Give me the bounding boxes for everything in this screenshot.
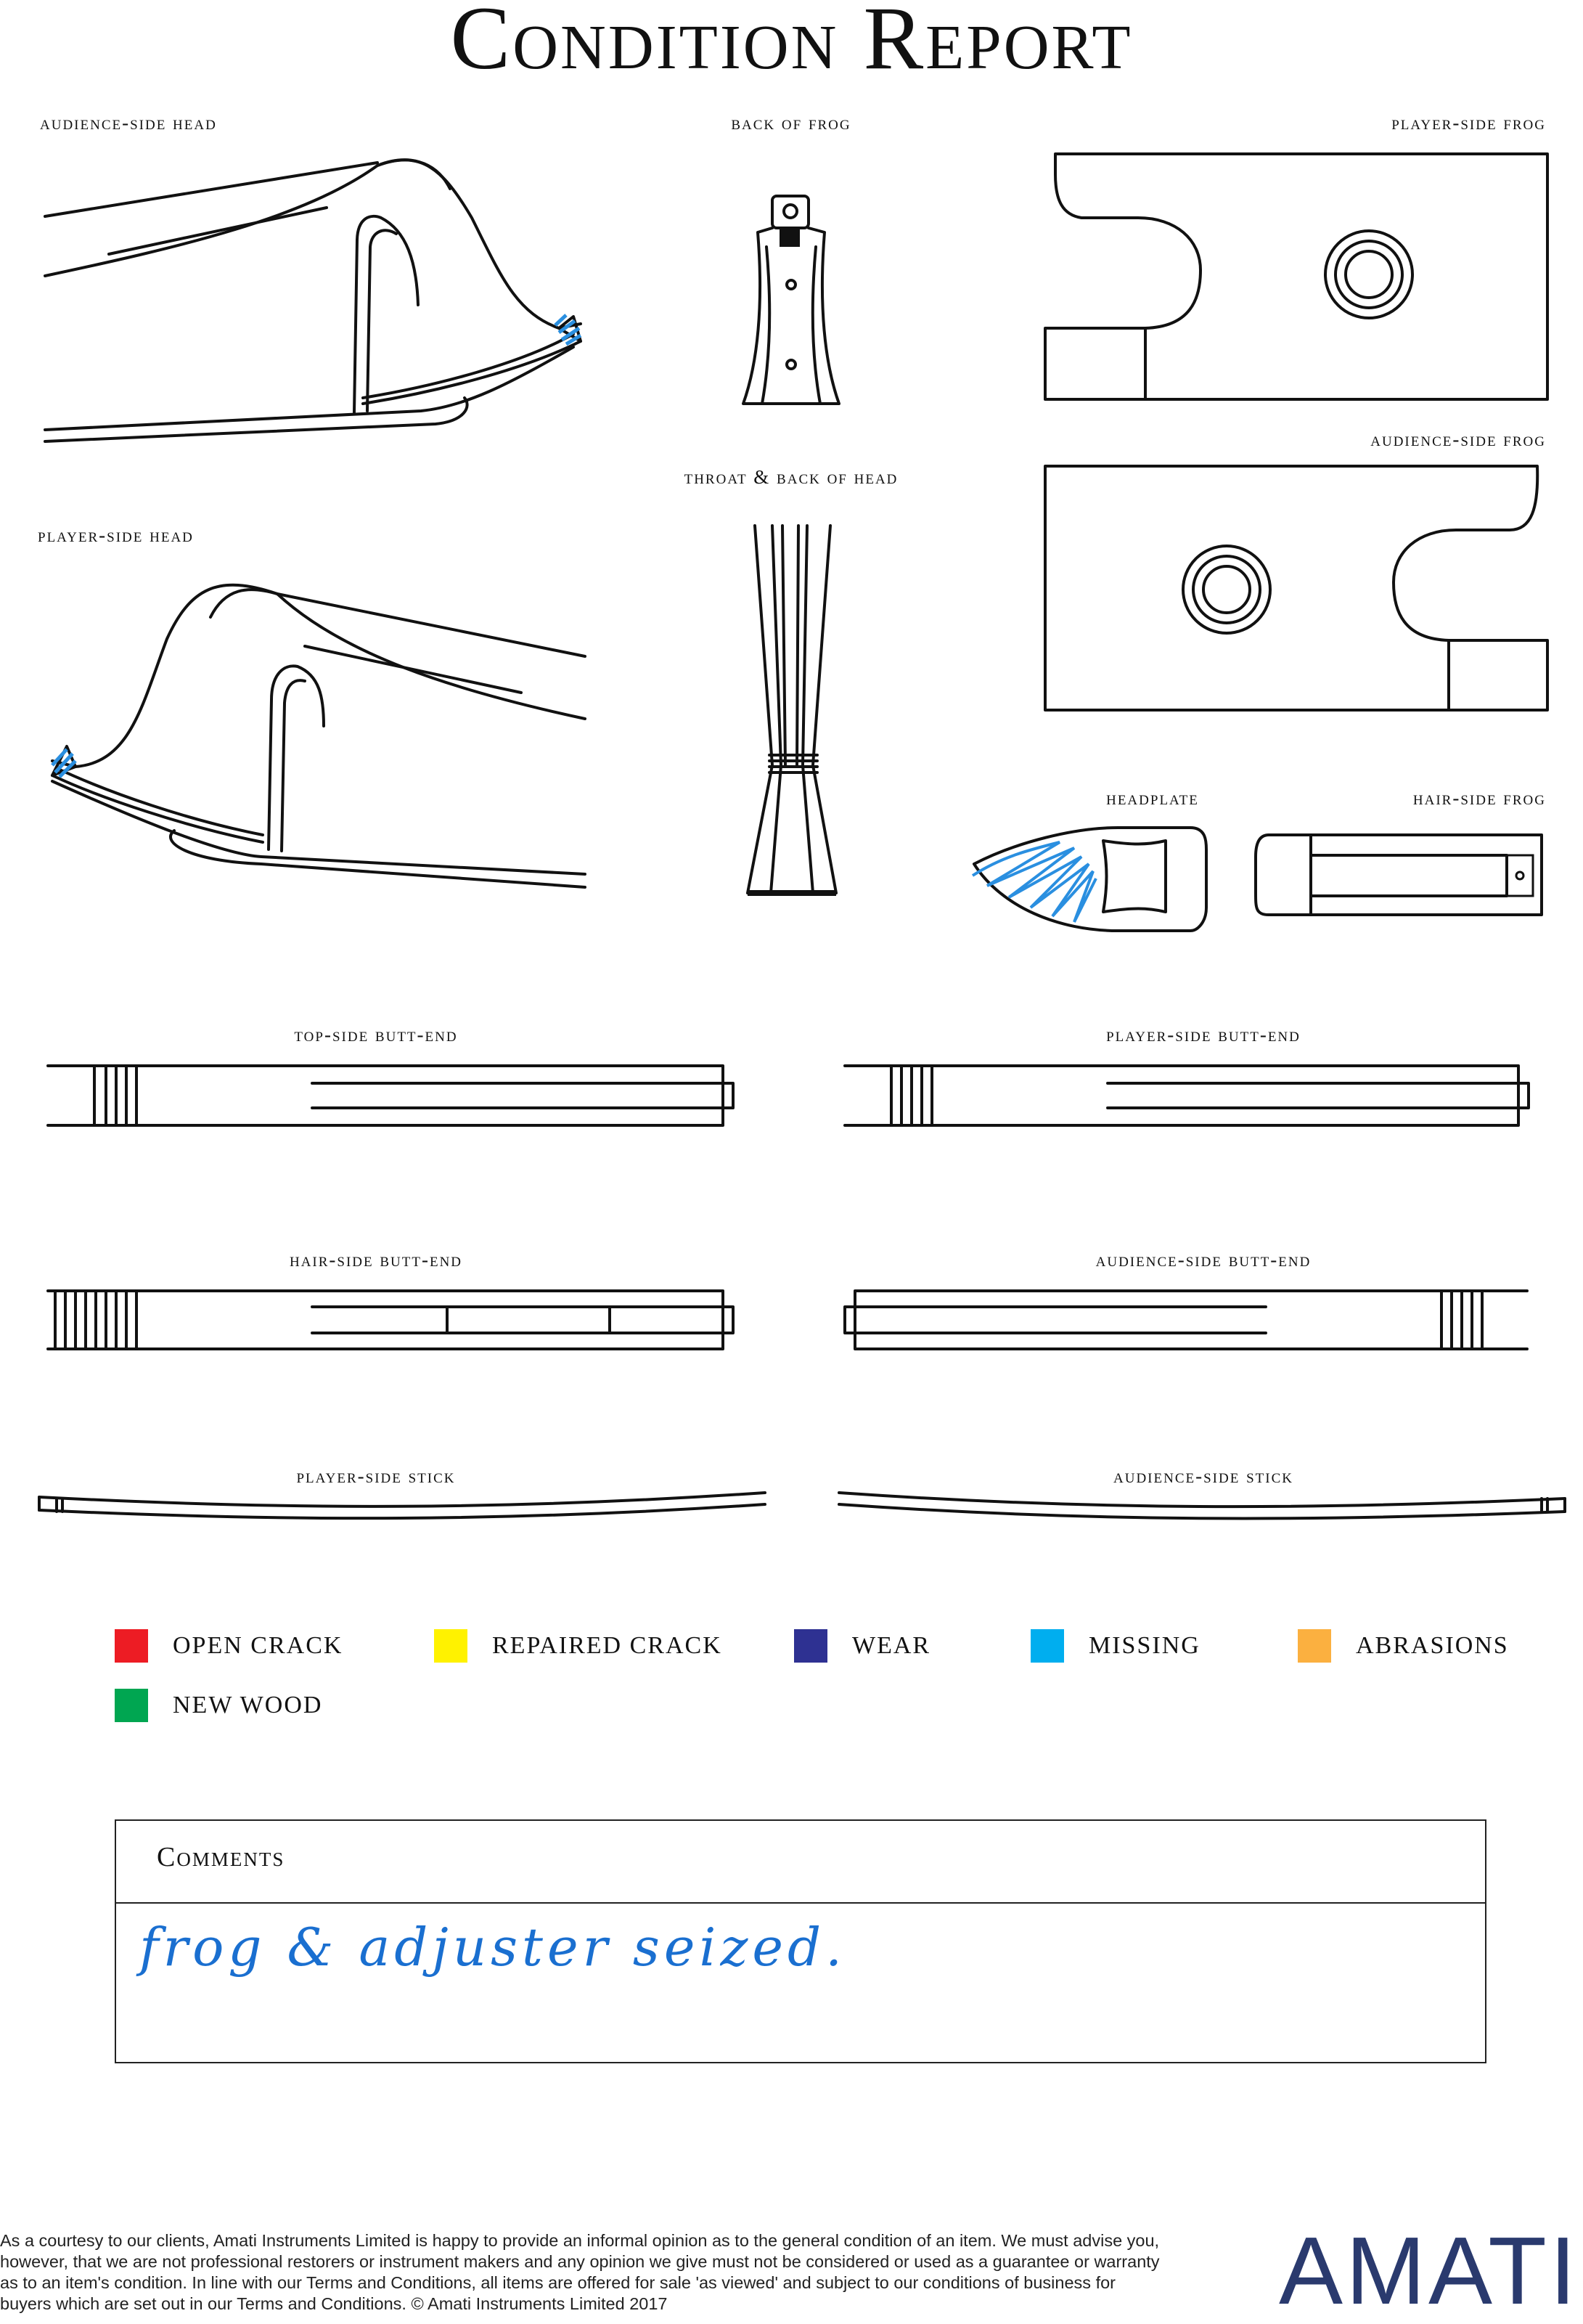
marking-scribble [52,749,75,777]
label-hair-side-butt-end: hair-side butt-end [289,1249,463,1271]
label-top-side-butt-end: top-side butt-end [294,1024,458,1045]
comments-title: Comments [157,1842,285,1872]
page-title: Condition Report [450,0,1133,88]
legend-label: ABRASIONS [1356,1632,1509,1659]
diagram-headplate [973,828,1206,931]
legend-label: WEAR [852,1632,931,1659]
label-audience-side-frog: audience-side frog [1370,428,1546,450]
diagram-player-side-butt-end [845,1066,1529,1125]
diagram-player-side-head [52,585,585,887]
diagram-audience-side-stick [839,1493,1565,1518]
label-player-side-head: player-side head [38,524,194,546]
label-player-side-stick: player-side stick [296,1465,456,1487]
legend-swatch [1298,1629,1331,1663]
diagram-player-side-stick [39,1493,765,1518]
label-headplate: headplate [1106,787,1199,809]
legend-label: OPEN CRACK [173,1632,343,1659]
legend-swatch [115,1629,148,1663]
label-player-side-frog: player-side frog [1391,112,1546,134]
marking-scribble [973,842,1096,922]
diagram-player-side-frog [1045,154,1547,399]
label-hair-side-frog: hair-side frog [1412,787,1546,809]
comments-handwritten-text: frog & adjuster seized. [139,1917,846,1978]
label-player-side-butt-end: player-side butt-end [1106,1024,1301,1045]
legend-swatch [1031,1629,1064,1663]
legend-label: NEW WOOD [173,1692,323,1718]
legend-swatch [434,1629,467,1663]
diagram-audience-side-frog [1045,466,1547,710]
diagram-audience-side-butt-end [845,1291,1527,1349]
legend-swatch [794,1629,827,1663]
diagram-hair-side-butt-end [48,1291,733,1349]
label-audience-side-stick: audience-side stick [1113,1465,1293,1487]
diagram-throat [748,526,836,896]
diagram-hair-side-frog [1256,835,1542,915]
amati-logo: AMATI [1279,2217,1579,2324]
diagram-audience-side-head [45,160,581,441]
diagram-back-of-frog [743,196,839,404]
legend-label: REPAIRED CRACK [492,1632,722,1659]
label-back-of-frog: back of frog [731,112,851,134]
legend-label: MISSING [1089,1632,1200,1659]
comments-header [116,1821,1485,1904]
diagram-top-side-butt-end [48,1066,733,1125]
disclaimer-text: As a courtesy to our clients, Amati Instruments Limited is happy to provide an informal opinion as to the general condition of an item. We must advise you, however, that we are not professional restorers or instrument makers and any opinion we give must not be considered or used as a guarantee or warranty as to an item's condition. In line with our Terms and Conditions, all items are offered for sale 'as viewed' and subject to our conditions of business for buyers which are set out in our Terms and Conditions. © Amati Instruments Limited 2017 [0,2231,1160,2313]
legend-swatch [115,1689,148,1722]
label-audience-side-head: audience-side head [40,112,217,134]
label-throat-back-of-head: throat & back of head [684,466,899,488]
label-audience-side-butt-end: audience-side butt-end [1095,1249,1312,1271]
